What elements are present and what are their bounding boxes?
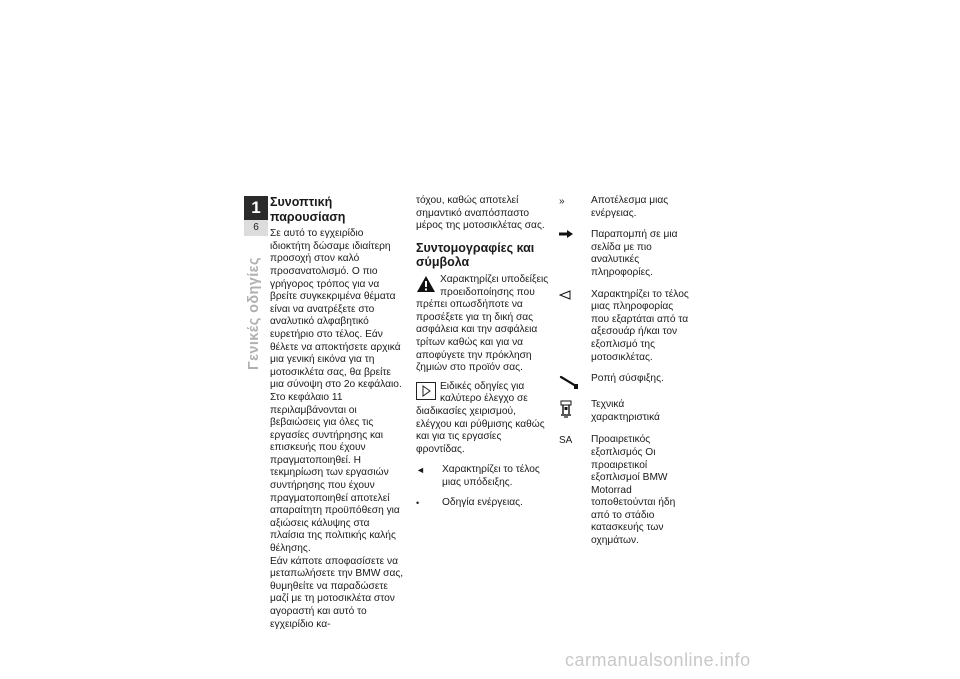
warning-note bbox=[416, 274, 552, 375]
continuation-text: τόχου, καθώς αποτελεί σημαντικό αναπόσπαστο μέρος της μοτοσικλέτας σας. bbox=[416, 195, 545, 232]
list-item bbox=[416, 497, 552, 510]
tip-note bbox=[416, 381, 552, 457]
warning-text: Χαρακτηρίζει υποδείξεις προειδοποίησης που πρέπει οπωσδήποτε να προσέξετε για τη δική σας ασφάλεια και την ασφάλεια τρίτων καθώς και για να αποφύγετε την πρόκληση ζημιών στο προϊόν σας. bbox=[416, 273, 549, 374]
chapter-number: 1 bbox=[244, 196, 268, 220]
overview-text: Σε αυτό το εγχειρίδιο ιδιοκτήτη δώσαμε ιδιαίτερη προσοχή στον καλό προσανατολισμό. Ο πιο γρήγορος τρόπος για να βρείτε συγκεκριμένα θέματα είναι να ανατρέξετε στο αναλυτικό αλφαβητικό ευρετήριο στο τέλος. Εάν θέλετε να αποκτήσετε αρχικά μια γενική εικόνα για τη μοτοσικλέτα σας, θα βρείτε μια σύνοψη στο 2ο κεφάλαιο. Στο κεφάλαιο 11 περιλαμβάνονται οι βεβαιώσεις για όλες τις εργασίες συντήρησης και επισκευής που έχουν πραγματοποιηθεί. Η τεκμηρίωση των εργασιών συντήρησης που έχουν πραγματοποιηθεί αποτελεί απαραίτητη προϋπόθεση για αξιώσεις κάλυψης στα πλαίσια της πολιτικής καλής θέλησης. bbox=[270, 228, 402, 555]
list-item-text: Χαρακτηρίζει το τέλος μιας υπόδειξης. bbox=[442, 464, 540, 488]
list-item-text: Παραπομπή σε μια σελίδα με πιο αναλυτικές πληροφορίες. bbox=[591, 229, 678, 278]
heading-abbreviations: Συντομογραφίες και σύμβολα bbox=[416, 240, 535, 270]
bullet-icon: • bbox=[416, 498, 420, 509]
overview-text-2: Εάν κάποτε αποφασίσετε να μεταπωλήσετε την BMW σας, θυμηθείτε να παραδώσετε μαζί με τη μοτοσικλέτα στον αγοραστή και αυτό το εγχειρίδιο κα- bbox=[270, 555, 404, 630]
list-item bbox=[559, 373, 694, 390]
note-play-icon bbox=[416, 382, 436, 400]
list-item bbox=[559, 229, 694, 279]
list-item-text: Προαιρετικός εξοπλισμός Οι προαιρετικοί εξοπλισμοί BMW Motorrad τοποθετούνται ήδη από το στάδιο κατασκευής των οχημάτων. bbox=[591, 434, 676, 547]
list-item bbox=[559, 399, 694, 424]
list-item-text: Αποτέλεσμα μιας ενέργειας. bbox=[591, 195, 669, 219]
technical-data-icon bbox=[559, 400, 573, 418]
page-number: 6 bbox=[244, 220, 268, 236]
list-item bbox=[416, 464, 552, 489]
arrow-right-icon bbox=[559, 230, 573, 238]
list-item bbox=[559, 289, 694, 365]
list-item-text: Οδηγία ενέργειας. bbox=[442, 497, 523, 509]
list-item-text: Τεχνικά χαρακτηριστικά bbox=[591, 399, 660, 423]
column-2 bbox=[416, 195, 552, 510]
list-item-text: Χαρακτηρίζει το τέλος μιας πληροφορίας που εξαρτάται από τα αξεσουάρ ή/και τον εξοπλισμό της μοτοσικλέτας. bbox=[591, 288, 689, 363]
side-chapter-title: Γενικές οδηγίες bbox=[246, 257, 262, 370]
torque-wrench-icon bbox=[559, 374, 579, 390]
triangle-left-icon bbox=[559, 290, 571, 300]
watermark: carmanualsonline.info bbox=[565, 650, 751, 670]
list-item bbox=[559, 434, 694, 547]
end-marker-icon: ◄ bbox=[416, 465, 425, 476]
list-item bbox=[559, 195, 694, 220]
column-3 bbox=[559, 195, 694, 557]
heading-overview: Συνοπτική παρουσίαση bbox=[270, 195, 346, 224]
tip-text: Ειδικές οδηγίες για καλύτερο έλεγχο σε διαδικασίες χειρισμού, ελέγχου και ρύθμισης καθώς και για τις εργασίες φροντίδας. bbox=[416, 380, 545, 455]
result-icon: » bbox=[559, 196, 565, 207]
optional-equipment-label: SA bbox=[559, 435, 573, 447]
column-1 bbox=[270, 195, 405, 631]
list-item-text: Ροπή σύσφιξης. bbox=[591, 373, 664, 385]
chapter-tab bbox=[244, 196, 268, 236]
warning-triangle-icon bbox=[416, 275, 436, 293]
